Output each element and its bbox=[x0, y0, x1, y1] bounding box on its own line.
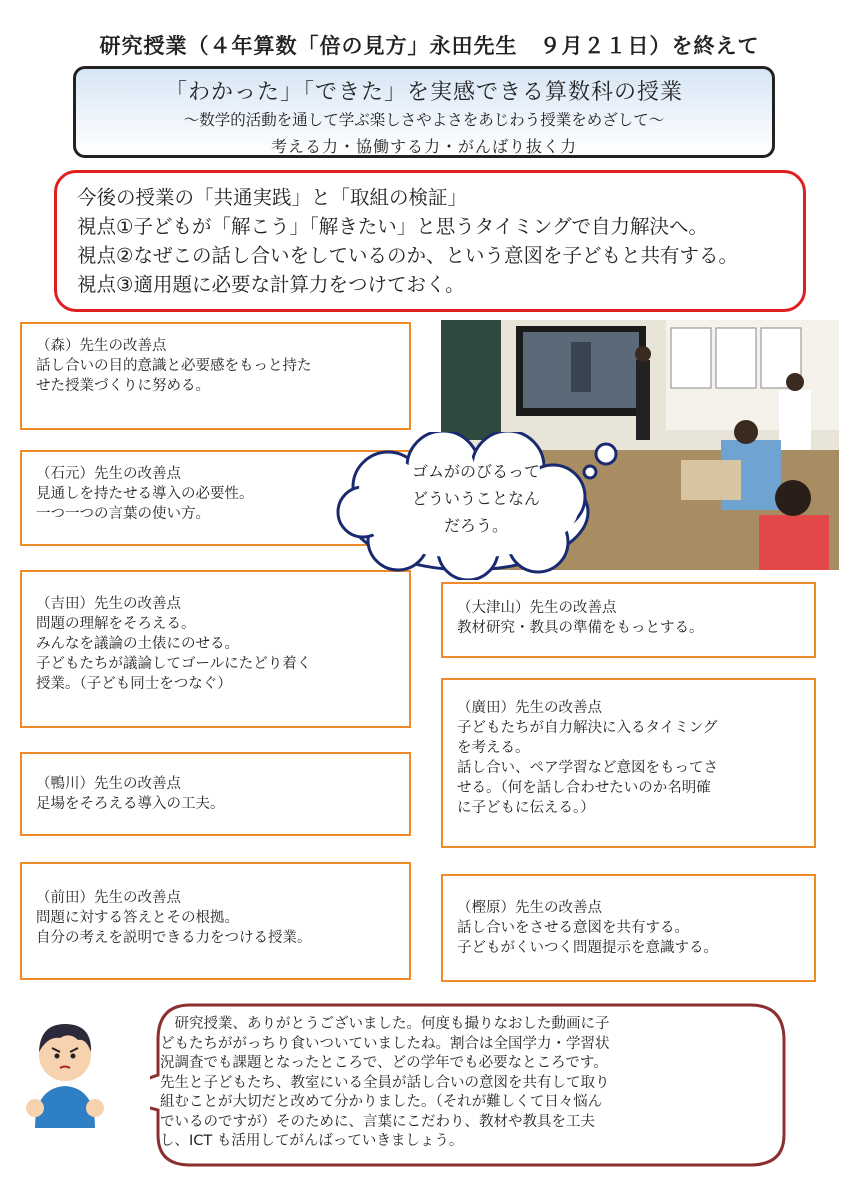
message-line: でいるのですが）そのために、言葉にこだわり、教材や教具を工夫 bbox=[160, 1113, 595, 1130]
viewpoint-2: 視点②なぜこの話し合いをしているのか、という意図を子どもと共有する。 bbox=[77, 244, 738, 267]
message-line: 況調査でも課題となったところで、どの学年でも必要なところです。 bbox=[160, 1055, 608, 1071]
theme-line-3: 考える力・協働する力・がんばり抜く力 bbox=[270, 137, 577, 156]
teacher-illustration-icon bbox=[20, 1010, 110, 1130]
theme-box bbox=[73, 66, 775, 158]
box-line: 子どもがくいつく問題提示を意識する。 bbox=[457, 940, 718, 956]
box-line: 問題の理解をそろえる。 bbox=[36, 616, 196, 632]
box-mori bbox=[20, 322, 411, 430]
box-heading: （廣田）先生の改善点 bbox=[457, 700, 602, 716]
box-heading: （吉田）先生の改善点 bbox=[36, 596, 181, 612]
message-line: し、ICT も活用してがんばっていきましょう。 bbox=[160, 1133, 464, 1149]
box-maeda bbox=[20, 862, 411, 980]
box-hirota bbox=[441, 678, 816, 848]
points-heading: 今後の授業の「共通実践」と「取組の検証」 bbox=[77, 186, 468, 209]
box-line: に子どもに伝える。） bbox=[457, 800, 595, 816]
box-line: 問題に対する答えとその根拠。 bbox=[36, 910, 239, 926]
box-line: 教材研究・教具の準備をもっとする。 bbox=[457, 620, 704, 636]
box-line: を考える。 bbox=[457, 740, 530, 756]
viewpoint-1: 視点①子どもが「解こう」「解きたい」と思うタイミングで自力解決へ。 bbox=[77, 215, 708, 238]
theme-line-2: ～数学的活動を通して学ぶ楽しさやよさをあじわう授業をめざして～ bbox=[183, 111, 665, 129]
box-heading: （鴨川）先生の改善点 bbox=[36, 776, 181, 792]
box-heading: （石元）先生の改善点 bbox=[36, 466, 181, 482]
box-heading: （大津山）先生の改善点 bbox=[457, 600, 617, 616]
box-heading: （森）先生の改善点 bbox=[36, 338, 167, 354]
message-line: 研究授業、ありがとうございました。何度も撮りなおした動画に子 bbox=[160, 1016, 610, 1032]
box-line: 自分の考えを説明できる力をつける授業。 bbox=[36, 930, 312, 946]
thought-line: どういうことなん bbox=[411, 489, 540, 508]
theme-line-1: 「わかった」「できた」を実感できる算数科の授業 bbox=[164, 80, 683, 105]
box-line: せる。（何を話し合わせたいのか名明確 bbox=[457, 780, 711, 796]
message-line: 組むことが大切だと改めて分かりました。（それが難しくて日々悩ん bbox=[160, 1094, 603, 1110]
box-otsuyama bbox=[441, 582, 816, 658]
points-box bbox=[54, 170, 806, 312]
box-line: 話し合いの目的意識と必要感をもっと持た bbox=[36, 358, 312, 374]
box-line: 話し合いをさせる意図を共有する。 bbox=[457, 920, 689, 936]
message-text bbox=[160, 1015, 780, 1152]
box-yoshida bbox=[20, 570, 411, 728]
box-line: みんなを議論の土俵にのせる。 bbox=[36, 636, 239, 652]
page-title: 研究授業（４年算数「倍の見方」永田先生 ９月２１日）を終えて bbox=[99, 34, 760, 58]
viewpoint-3: 視点③適用題に必要な計算力をつけておく。 bbox=[77, 273, 465, 296]
box-line: せた授業づくりに努める。 bbox=[36, 378, 210, 394]
thought-line: ゴムがのびるって bbox=[411, 462, 540, 481]
thought-line: だろう。 bbox=[443, 516, 508, 535]
box-heading: （前田）先生の改善点 bbox=[36, 890, 181, 906]
box-line: 見通しを持たせる導入の必要性。 bbox=[36, 486, 254, 502]
message-line: どもたちががっちり食いついていましたね。割合は全国学力・学習状 bbox=[160, 1035, 610, 1052]
box-line: 話し合い、ペア学習など意図をもってさ bbox=[457, 760, 718, 776]
box-line: 子どもたちが自力解決に入るタイミング bbox=[457, 720, 718, 736]
thought-text bbox=[352, 458, 600, 539]
box-line: 一つ一つの言葉の使い方。 bbox=[36, 506, 210, 522]
box-line: 足場をそろえる導入の工夫。 bbox=[36, 796, 225, 812]
message-line: 先生と子どもたち、教室にいる全員が話し合いの意図を共有して取り bbox=[160, 1074, 610, 1091]
box-line: 子どもたちが議論してゴールにたどり着く bbox=[36, 656, 312, 672]
box-heading: （樫原）先生の改善点 bbox=[457, 900, 602, 916]
box-kashihara bbox=[441, 874, 816, 982]
box-kamogawa bbox=[20, 752, 411, 836]
box-line: 授業。（子ども同士をつなぐ） bbox=[36, 676, 232, 692]
